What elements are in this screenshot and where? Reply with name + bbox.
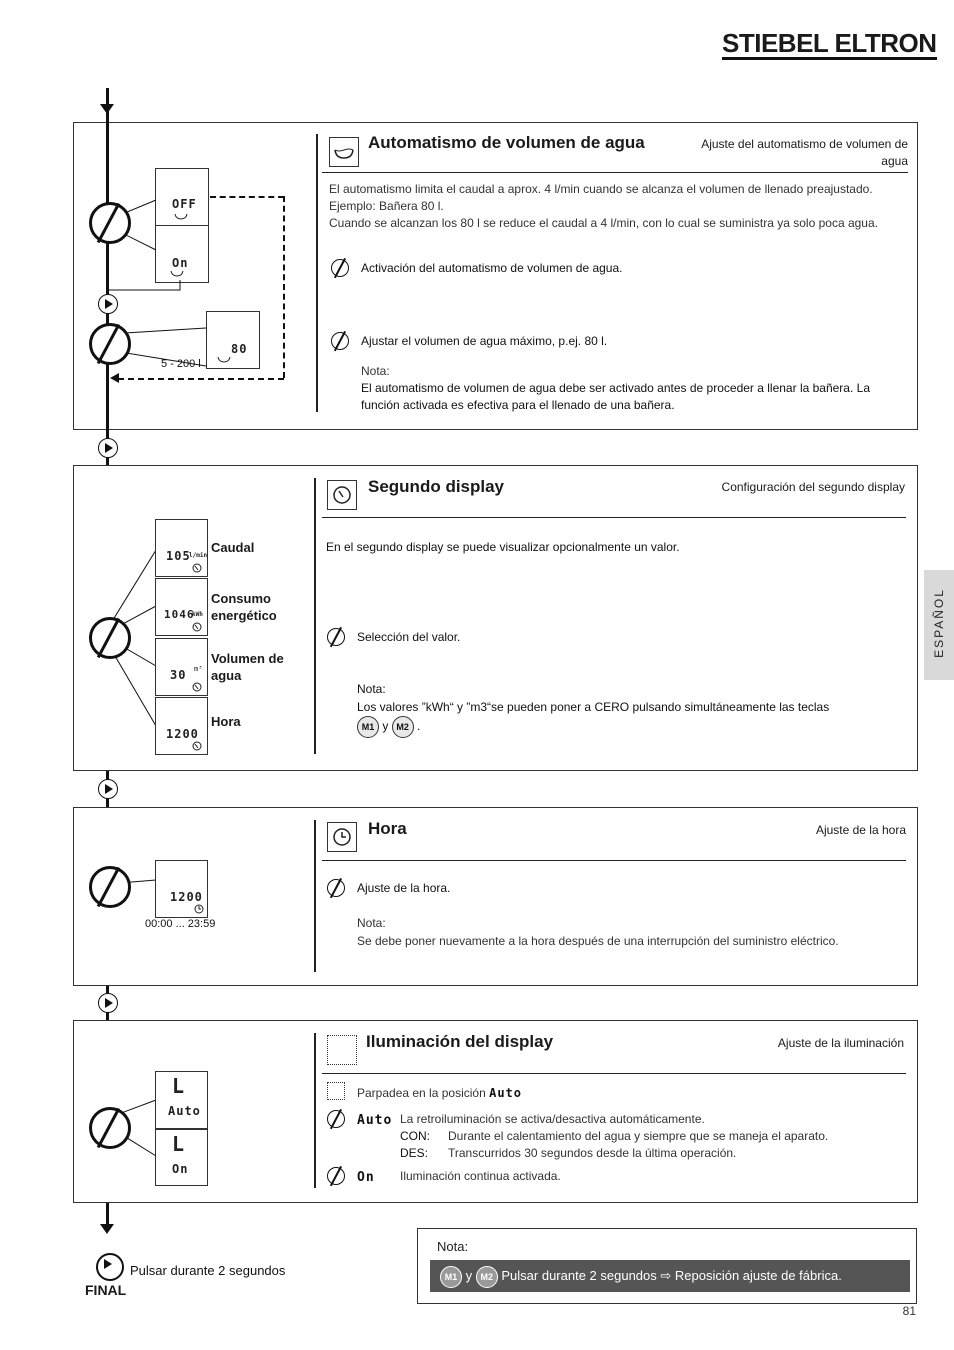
- m2-button-icon: M2: [392, 716, 414, 738]
- section-title: Iluminación del display: [366, 1032, 554, 1051]
- note-conjunction: y: [382, 719, 389, 734]
- step-text: Selección del valor.: [357, 630, 461, 644]
- lcd-value: L: [172, 1132, 186, 1156]
- desc-line-3: Cuando se alcanzan los 80 l se reduce el caudal a 4 l/min, con lo cual se suministra ya solo poca agua.: [329, 216, 878, 230]
- range-label: 00:00 ... 23:59: [145, 918, 216, 930]
- knob-icon: [327, 1167, 345, 1185]
- display-label: Consumo energético: [211, 591, 277, 623]
- display-label: Volumen de agua: [211, 651, 284, 683]
- lcd-display-volume: [155, 638, 208, 696]
- on-seg: [357, 1168, 375, 1186]
- backlight-icon: [327, 1035, 357, 1065]
- lcd-value: Auto: [168, 1104, 201, 1118]
- play-button-icon: [98, 993, 118, 1013]
- lcd-value: 1200: [166, 727, 199, 741]
- gauge-icon: [192, 563, 202, 573]
- section-title: Segundo display: [368, 477, 505, 496]
- title-rule: [322, 860, 906, 861]
- section-subtitle: Configuración del segundo display: [721, 480, 905, 494]
- note-text: [357, 699, 897, 716]
- lcd-value: On: [172, 1162, 189, 1176]
- step-text: Ajuste de la hora.: [357, 881, 451, 895]
- note-label: Nota:: [361, 364, 390, 378]
- note-text-main: Los valores ”kWh“ y ”m3“se pueden poner a CERO pulsando simultáneamente las teclas: [357, 700, 830, 714]
- display-label: Hora: [211, 714, 241, 729]
- section-title: Hora: [368, 819, 407, 838]
- section-divider: [316, 134, 318, 412]
- lcd-display-clock: [155, 860, 208, 918]
- section-divider: [314, 1033, 316, 1188]
- rotary-knob-icon: [89, 1107, 131, 1149]
- dashed-link: [283, 196, 285, 378]
- lcd-display-energy: [155, 578, 208, 636]
- title-rule: [322, 172, 908, 173]
- reset-note-text: Pulsar durante 2 segundos ⇨ Reposición ajuste de fábrica.: [501, 1268, 842, 1283]
- dashed-link: [118, 378, 284, 380]
- knob-icon: [327, 628, 345, 646]
- title-rule: [322, 1073, 906, 1074]
- section-title: Automatismo de volumen de agua: [368, 133, 645, 152]
- note-end: .: [417, 719, 421, 734]
- play-button-icon: [98, 438, 118, 458]
- language-tab-label: ESPAÑOL: [932, 588, 946, 658]
- note-label: Nota:: [357, 682, 386, 696]
- lcd-value: On: [172, 256, 189, 270]
- desc-line-1: El automatismo limita el caudal a aprox. 4 l/min cuando se alcanza el volumen de llenado preajustado.: [329, 182, 873, 196]
- note-label: Nota:: [357, 916, 386, 930]
- blink-icon: [327, 1082, 345, 1100]
- section-divider: [314, 478, 316, 754]
- language-tab: [924, 570, 954, 680]
- range-label: 5 - 200 l: [161, 358, 201, 370]
- knob-icon: [331, 332, 349, 350]
- desc-line-2: Ejemplo: Bañera 80 l.: [329, 199, 444, 213]
- lcd-unit: kWh: [192, 611, 203, 618]
- seg-text: Auto: [357, 1113, 393, 1128]
- gauge-icon: [327, 480, 357, 510]
- m2-button-icon: M2: [476, 1266, 498, 1288]
- rotary-knob-icon: [89, 617, 131, 659]
- con-label: CON:: [400, 1129, 430, 1143]
- on-desc: Iluminación continua activada.: [400, 1169, 561, 1183]
- lcd-value: L: [172, 1074, 186, 1098]
- blink-seg: Auto: [489, 1086, 523, 1100]
- section-subtitle: Ajuste de la iluminación: [777, 1036, 904, 1050]
- lcd-display-time: [155, 697, 208, 755]
- rotary-knob-icon: [89, 866, 131, 908]
- arrow-left-icon: [110, 373, 119, 383]
- clock-icon: [194, 904, 204, 914]
- lcd-unit: m³: [194, 665, 203, 673]
- auto-seg: [357, 1111, 392, 1129]
- dashed-link: [210, 196, 284, 198]
- seg-text: On: [357, 1170, 375, 1185]
- m1-button-icon: M1: [357, 716, 379, 738]
- lcd-value: OFF: [172, 197, 197, 211]
- connector-lines: [108, 280, 188, 300]
- page-number: 81: [902, 1304, 916, 1318]
- bathtub-icon: [329, 137, 359, 167]
- reset-note-box: [417, 1228, 917, 1304]
- lcd-value: 105: [166, 549, 191, 563]
- lcd-value: 1200: [170, 890, 203, 904]
- con-text: Durante el calentamiento del agua y siempre que se maneja el aparato.: [448, 1129, 829, 1143]
- note-text: Se debe poner nuevamente a la hora después de una interrupción del suministro eléctrico.: [357, 934, 839, 948]
- lcd-display-on-mode: [155, 1129, 208, 1186]
- play-button-icon: [98, 294, 118, 314]
- play-button-icon: [98, 779, 118, 799]
- knob-icon: [327, 879, 345, 897]
- flow-arrow-down-icon: [100, 1224, 114, 1234]
- description: [329, 181, 909, 232]
- note-buttons: [357, 716, 420, 738]
- lcd-display-flow: [155, 519, 208, 577]
- press-hint: Pulsar durante 2 segundos: [130, 1263, 286, 1278]
- title-rule: [322, 517, 906, 518]
- note-conjunction: y: [465, 1268, 473, 1283]
- play-button-icon: [96, 1253, 124, 1281]
- knob-icon: [327, 1110, 345, 1128]
- step-text: Activación del automatismo de volumen de agua.: [361, 261, 623, 275]
- note-text: El automatismo de volumen de agua debe ser activado antes de proceder a llenar la bañera. La función activada es efectiva para el llenado de una bañera.: [361, 381, 870, 412]
- des-label: DES:: [400, 1146, 429, 1160]
- gauge-icon: [192, 622, 202, 632]
- description: En el segundo display se puede visualizar opcionalmente un valor.: [326, 540, 680, 554]
- lcd-unit: l/min: [189, 552, 208, 559]
- auto-desc: La retroiluminación se activa/desactiva automáticamente.: [400, 1112, 705, 1126]
- rotary-knob-icon: [89, 202, 131, 244]
- blink-text: [357, 1085, 522, 1102]
- lcd-value: 30: [170, 668, 187, 682]
- rotary-knob-icon: [89, 323, 131, 365]
- section-divider: [314, 820, 316, 972]
- final-label: FINAL: [85, 1282, 127, 1298]
- des-text: Transcurridos 30 segundos desde la última operación.: [448, 1146, 737, 1160]
- knob-icon: [331, 259, 349, 277]
- m1-button-icon: M1: [440, 1266, 462, 1288]
- section-subtitle: Ajuste de la hora: [815, 823, 906, 837]
- lcd-display-auto: [155, 1071, 208, 1129]
- display-label: Caudal: [211, 540, 255, 555]
- blink-label: Parpadea en la posición: [357, 1086, 486, 1100]
- gauge-icon: [192, 682, 202, 692]
- clock-icon: [327, 822, 357, 852]
- lcd-display-80: [206, 311, 260, 369]
- reset-note-bar: [430, 1260, 910, 1292]
- lcd-value: 1046: [164, 608, 195, 621]
- brand-logo: STIEBEL ELTRON: [722, 28, 937, 58]
- section-subtitle: Ajuste del automatismo de volumen de agua: [701, 137, 908, 168]
- step-text: Ajustar el volumen de agua máximo, p.ej. 80 l.: [361, 334, 608, 348]
- gauge-icon: [192, 741, 202, 751]
- lcd-value: 80: [231, 342, 248, 356]
- note-label: Nota:: [437, 1239, 469, 1254]
